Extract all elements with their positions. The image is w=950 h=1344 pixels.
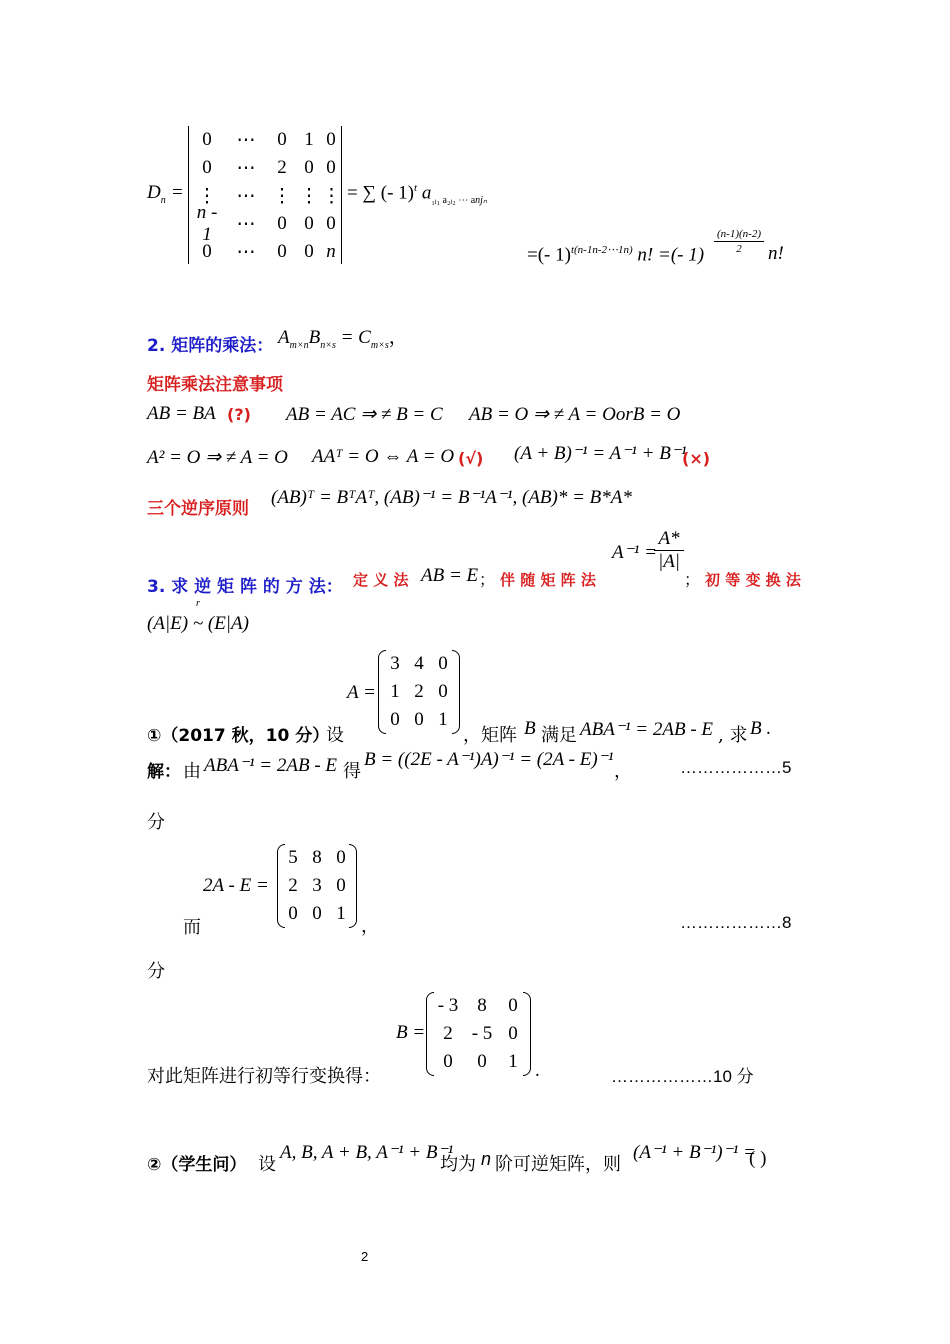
- solution-result: B = ((2E - A⁻¹)A)⁻¹ = (2A - E)⁻¹: [364, 749, 614, 770]
- matrix-2a-e-rparen: [349, 844, 357, 928]
- det-cell: ⋮: [272, 185, 292, 207]
- B-cell: 2: [443, 1023, 453, 1044]
- M2-cell: 0: [336, 847, 346, 868]
- matrix-2a-e: [281, 844, 353, 928]
- ex1-cond-end: , 求: [718, 725, 748, 746]
- sep-1: ；: [479, 572, 496, 589]
- ex2-n: n: [481, 1149, 492, 1169]
- notes-heading: 矩阵乘法注意事项: [147, 375, 283, 395]
- M2-cell: 3: [312, 875, 322, 896]
- B-cell: 0: [508, 1023, 518, 1044]
- ex1-cond-b: B: [524, 718, 536, 739]
- det-cell: 0: [304, 157, 314, 178]
- det-cell: 0: [277, 213, 287, 234]
- det-cell: 0: [202, 241, 212, 262]
- det-cell: ⋮: [322, 185, 341, 207]
- note-2c-mark: (×): [682, 449, 711, 468]
- ex1-cond-formula: ABA⁻¹ = 2AB - E: [580, 719, 714, 740]
- A-cell: 1: [438, 709, 448, 730]
- B-cell: - 3: [437, 995, 459, 1016]
- M2-cell: 8: [312, 847, 322, 868]
- B-cell: 0: [477, 1051, 487, 1072]
- B-cell: 0: [443, 1051, 453, 1072]
- det-cell: 0: [326, 129, 336, 150]
- A-cell: 1: [390, 681, 400, 702]
- B-cell: - 5: [471, 1023, 493, 1044]
- det-cell: ⋯: [236, 157, 256, 179]
- M2-cell: 0: [312, 903, 322, 924]
- A-cell: 0: [438, 681, 448, 702]
- det-cell: 1: [304, 129, 314, 150]
- det-cell: 0: [277, 241, 287, 262]
- M2-cell: 1: [336, 903, 346, 924]
- det-matrix: [190, 126, 340, 266]
- A-cell: 2: [414, 681, 424, 702]
- row-op-r: r: [196, 598, 200, 609]
- det-right-bar: [341, 126, 342, 264]
- matrix-2a-e-lhs: 2A - E =: [203, 875, 269, 896]
- ex1-label: ①（2017 秋，10 分）: [147, 726, 330, 746]
- adjoint-fraction: A* |A|: [654, 528, 684, 573]
- A-cell: 3: [390, 653, 400, 674]
- det-lhs: $D_n$: [147, 182, 166, 206]
- matrix-a: [383, 650, 455, 734]
- det-cell: 0: [202, 157, 212, 178]
- score-8-fen: 分: [147, 961, 165, 982]
- matrix-b: [431, 992, 527, 1076]
- ex2-formula: A, B, A + B, A⁻¹ + B⁻¹: [280, 1142, 454, 1163]
- A-cell: 0: [414, 709, 424, 730]
- solution-label: 解：: [147, 762, 181, 782]
- solution-comma: ，: [614, 761, 632, 782]
- det-exp-fraction: (n-1)(n-2) 2: [710, 228, 768, 255]
- sec3-heading: 3. 求 逆 矩 阵 的 方 法：: [147, 577, 343, 597]
- det-cell: ⋯: [236, 213, 256, 235]
- adjoint-lhs: A⁻¹ =: [612, 542, 657, 563]
- score-10: ………………10 分: [611, 1067, 754, 1086]
- note-1c: AB = O ⇒ ≠ A = OorB = O: [469, 404, 681, 425]
- det-cell: 0: [202, 129, 212, 150]
- matrix-b-dot: .: [535, 1060, 540, 1081]
- det-cell: ⋯: [236, 185, 256, 207]
- ex1-cond-mid: 满足: [541, 725, 577, 746]
- solution-by: 由: [183, 761, 201, 782]
- ex1-cond-b2: B: [750, 718, 762, 739]
- score-8: ………………8: [680, 913, 792, 932]
- det-cell: n: [326, 241, 336, 262]
- A-cell: 0: [438, 653, 448, 674]
- method-definition-formula: AB = E: [421, 565, 479, 586]
- note-2c: (A + B)⁻¹ = A⁻¹ + B⁻¹: [514, 443, 687, 464]
- matrix-b-lhs: B =: [396, 1022, 426, 1043]
- method-elementary-formula: (A|E) ~ (E|A): [147, 613, 249, 634]
- B-cell: 1: [508, 1051, 518, 1072]
- solution-get: 得: [343, 761, 361, 782]
- det-cell: 0: [304, 213, 314, 234]
- det-cell: ⋯: [236, 241, 256, 263]
- er-text: 而: [183, 917, 201, 938]
- ex2-text-a: 均为: [440, 1154, 476, 1175]
- A-cell: 4: [414, 653, 424, 674]
- sec2-formula: $A_{m\times n}B_{n\times s} = C_{m\times s}$，: [278, 327, 408, 351]
- det-cell: 0: [277, 129, 287, 150]
- matrix-a-lhs: A =: [347, 682, 376, 703]
- note-2a: A² = O ⇒ ≠ A = O: [147, 447, 288, 468]
- M2-cell: 0: [288, 903, 298, 924]
- det-frac-line: [714, 241, 764, 242]
- matrix-2a-e-comma: ，: [361, 916, 379, 937]
- method-adjoint: 伴 随 矩 阵 法: [500, 571, 596, 589]
- sec2-heading: 2. 矩阵的乘法：: [147, 336, 274, 356]
- det-cell: 2: [277, 157, 287, 178]
- det-cell: ⋮: [197, 185, 217, 207]
- note-2b-mark: (√): [458, 449, 484, 468]
- note-1b: AB = AC ⇒ ≠ B = C: [286, 404, 443, 425]
- det-result-end: n!: [768, 243, 784, 264]
- det-cell: ⋯: [236, 129, 256, 151]
- det-cell: 0: [326, 213, 336, 234]
- method-definition: 定 义 法: [353, 571, 409, 589]
- ex2-set: 设: [258, 1154, 276, 1175]
- ex2-formula2: (A⁻¹ + B⁻¹)⁻¹ =: [633, 1142, 756, 1163]
- det-cell: ⋮: [299, 185, 319, 207]
- score-5: ………………5: [680, 758, 792, 777]
- inverse-rules-formula: (AB)ᵀ = BᵀAᵀ, (AB)⁻¹ = B⁻¹A⁻¹, (AB)* = B*A*: [271, 487, 632, 508]
- note-1a-mark: (?): [227, 405, 251, 424]
- sep-2: ；: [684, 572, 701, 589]
- M2-cell: 5: [288, 847, 298, 868]
- det-expansion: = ∑ (- 1)$^t$ $a_{_1ⱼ_1 a_2ⱼ_2 \cdots anj_n}$: [347, 182, 487, 207]
- page-number: 2: [361, 1249, 369, 1264]
- method-elementary: 初 等 变 换 法: [705, 571, 801, 589]
- ex2-text-b: 阶可逆矩阵，则: [495, 1154, 621, 1175]
- det-result: =(- 1)$^{t(n-1n-2\cdots 1n)}$ n! =(- 1): [527, 244, 705, 266]
- solution-formula: ABA⁻¹ = 2AB - E: [204, 755, 338, 776]
- B-cell: 0: [508, 995, 518, 1016]
- M2-cell: 2: [288, 875, 298, 896]
- det-cell: 0: [326, 157, 336, 178]
- ex2-answer-blank[interactable]: ( ): [749, 1148, 767, 1169]
- inverse-rules-heading: 三个逆序原则: [147, 499, 249, 519]
- ex1-cond-pre: ，矩阵: [463, 725, 517, 746]
- matrix-a-rparen: [452, 650, 460, 734]
- ex2-label: ②（学生问）: [147, 1155, 247, 1175]
- ex1-cond-dot: .: [766, 718, 771, 739]
- row-transform-text: 对此矩阵进行初等行变换得：: [147, 1066, 381, 1087]
- B-cell: 8: [477, 995, 487, 1016]
- M2-cell: 0: [336, 875, 346, 896]
- note-2b: AAᵀ = O ⇔ A = O: [312, 446, 455, 467]
- det-left-bar: [188, 126, 189, 264]
- det-cell: n - 1: [196, 202, 218, 245]
- A-cell: 0: [390, 709, 400, 730]
- score-5-fen: 分: [147, 812, 165, 833]
- matrix-b-rparen: [523, 992, 531, 1076]
- note-1a: AB = BA: [147, 403, 216, 424]
- det-cell: 0: [304, 241, 314, 262]
- ex1-set: 设: [326, 725, 344, 746]
- det-eq: =: [172, 182, 183, 203]
